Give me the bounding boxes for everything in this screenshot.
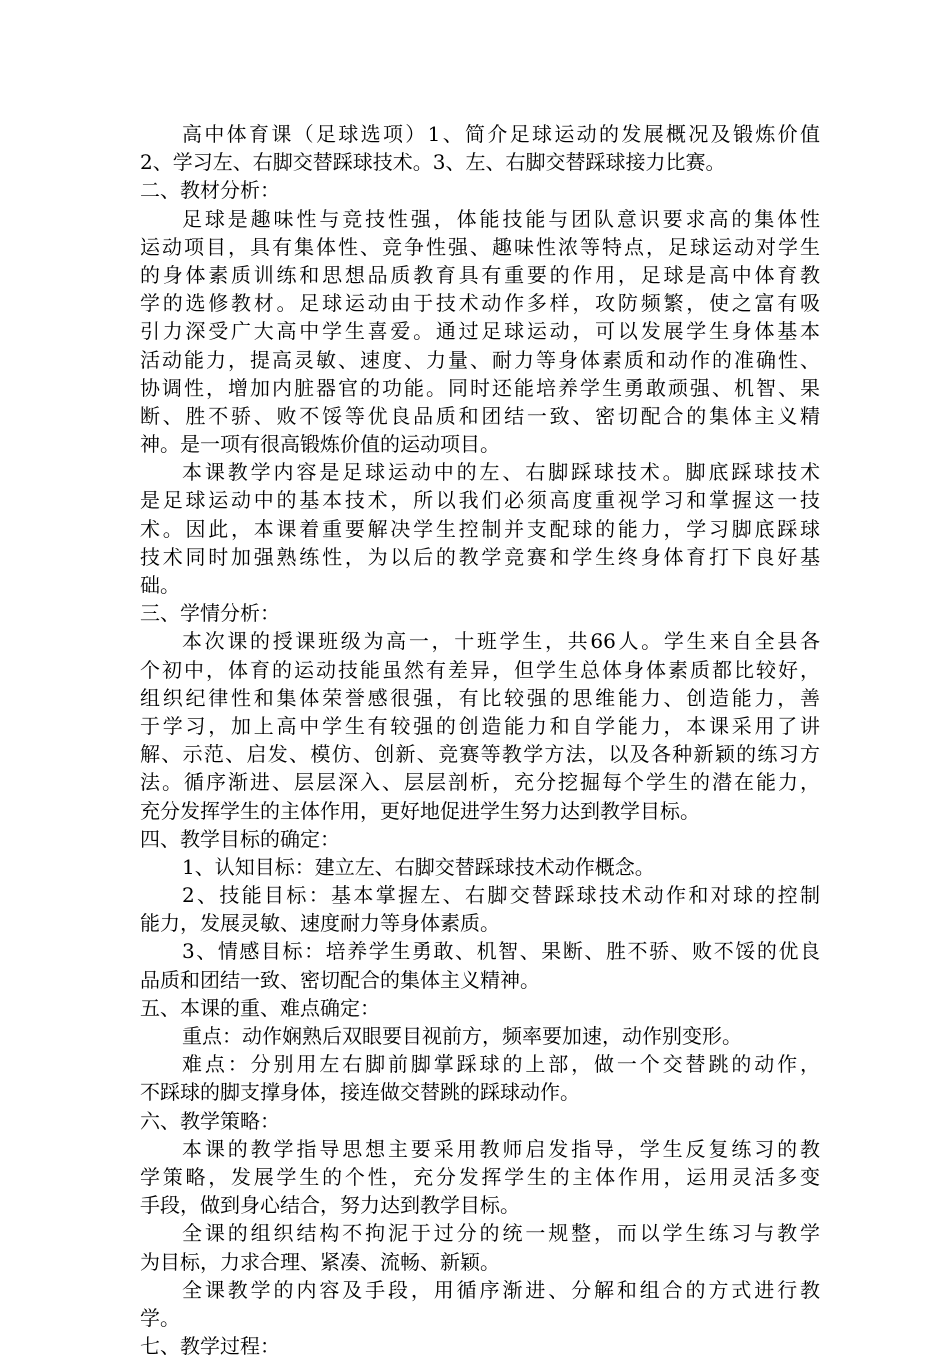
text-line: 六、教学策略： <box>140 1108 280 1133</box>
text-line: 个初中，体育的运动技能虽然有差异，但学生总体身体素质都比较好， <box>140 657 820 682</box>
text-line: 七、教学过程： <box>140 1334 280 1359</box>
text-line: 3、情感目标：培养学生勇敢、机智、果断、胜不骄、败不馁的优良 <box>182 939 820 964</box>
text-line: 足球是趣味性与竞技性强，体能技能与团队意识要求高的集体性 <box>182 206 820 231</box>
text-line: 本次课的授课班级为高一，十班学生，共66人。学生来自全县各 <box>182 629 820 654</box>
text-line: 2、技能目标：基本掌握左、右脚交替踩球技术动作和对球的控制 <box>182 883 820 908</box>
text-line: 断、胜不骄、败不馁等优良品质和团结一致、密切配合的集体主义精 <box>140 403 820 428</box>
text-line: 本课的教学指导思想主要采用教师启发指导，学生反复练习的教 <box>182 1136 820 1161</box>
text-line: 是足球运动中的基本技术，所以我们必须高度重视学习和掌握这一技 <box>140 488 820 513</box>
text-line: 不踩球的脚支撑身体，接连做交替跳的踩球动作。 <box>140 1080 580 1105</box>
text-line: 为目标，力求合理、紧凑、流畅、新颖。 <box>140 1249 500 1274</box>
text-line: 运动项目，具有集体性、竞争性强、趣味性浓等特点，足球运动对学生 <box>140 234 820 259</box>
text-line: 2、学习左、右脚交替踩球技术。3、左、右脚交替踩球接力比赛。 <box>140 150 726 175</box>
text-line: 充分发挥学生的主体作用，更好地促进学生努力达到教学目标。 <box>140 798 700 823</box>
text-line: 神。是一项有很高锻炼价值的运动项目。 <box>140 432 500 457</box>
text-line: 1、认知目标：建立左、右脚交替踩球技术动作概念。 <box>182 854 655 879</box>
text-line: 协调性，增加内脏器官的功能。同时还能培养学生勇敢顽强、机智、果 <box>140 375 820 400</box>
text-line: 手段，做到身心结合，努力达到教学目标。 <box>140 1193 520 1218</box>
text-line: 品质和团结一致、密切配合的集体主义精神。 <box>140 967 540 992</box>
text-line: 二、教材分析： <box>140 178 280 203</box>
text-line: 于学习，加上高中学生有较强的创造能力和自学能力，本课采用了讲 <box>140 713 820 738</box>
text-line: 三、学情分析： <box>140 601 280 626</box>
text-line: 全课教学的内容及手段，用循序渐进、分解和组合的方式进行教 <box>182 1277 820 1302</box>
text-line: 学的选修教材。足球运动由于技术动作多样，攻防频繁，使之富有吸 <box>140 291 820 316</box>
text-line: 高中体育课（足球选项）1、简介足球运动的发展概况及锻炼价值 <box>182 122 820 146</box>
document-body <box>140 120 820 1360</box>
text-line: 能力，发展灵敏、速度耐力等身体素质。 <box>140 911 500 936</box>
text-line: 法。循序渐进、层层深入、层层剖析，充分挖掘每个学生的潜在能力， <box>140 770 820 795</box>
text-line: 全课的组织结构不拘泥于过分的统一规整，而以学生练习与教学 <box>182 1221 820 1246</box>
text-line: 术。因此，本课着重要解决学生控制并支配球的能力，学习脚底踩球 <box>140 516 820 541</box>
text-line: 学策略，发展学生的个性，充分发挥学生的主体作用，运用灵活多变 <box>140 1164 820 1189</box>
text-line: 活动能力，提高灵敏、速度、力量、耐力等身体素质和动作的准确性、 <box>140 347 820 372</box>
text-line: 五、本课的重、难点确定： <box>140 995 380 1020</box>
text-line: 础。 <box>140 573 180 597</box>
text-line: 学。 <box>140 1305 180 1330</box>
text-line: 组织纪律性和集体荣誉感很强，有比较强的思维能力、创造能力，善 <box>140 685 820 710</box>
text-line: 的身体素质训练和思想品质教育具有重要的作用，足球是高中体育教 <box>140 262 820 287</box>
text-line: 重点：动作娴熟后双眼要目视前方，频率要加速，动作别变形。 <box>182 1024 742 1048</box>
text-line: 四、教学目标的确定： <box>140 826 340 851</box>
text-line: 引力深受广大高中学生喜爱。通过足球运动，可以发展学生身体基本 <box>140 319 820 344</box>
text-line: 技术同时加强熟练性，为以后的教学竞赛和学生终身体育打下良好基 <box>140 544 820 569</box>
text-line: 解、示范、启发、模仿、创新、竞赛等教学方法，以及各种新颖的练习方 <box>140 742 820 767</box>
text-line: 难点：分别用左右脚前脚掌踩球的上部，做一个交替跳的动作， <box>182 1052 820 1077</box>
text-line: 本课教学内容是足球运动中的左、右脚踩球技术。脚底踩球技术 <box>182 460 820 485</box>
